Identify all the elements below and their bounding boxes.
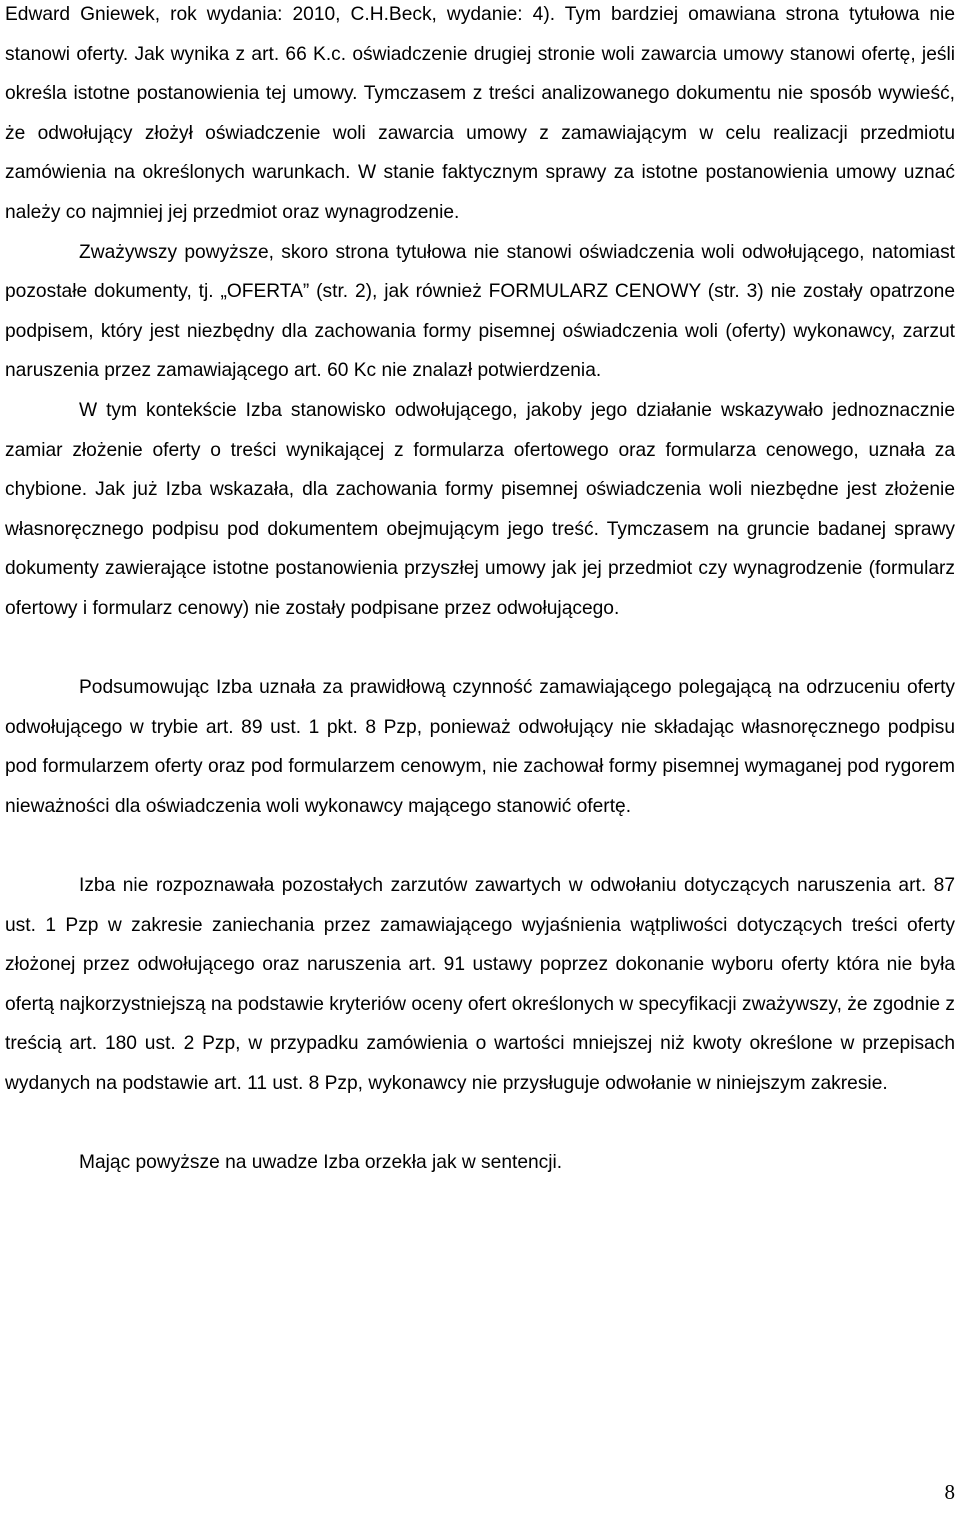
- paragraph-4: Podsumowując Izba uznała za prawidłową czynność zamawiającego polegającą na odrzuceniu oferty odwołującego w trybie art. 89 ust. 1 pkt. 8 Pzp, ponieważ odwołujący nie składając własnoręcznego podpisu pod formularzem oferty oraz pod formularzem cenowym, nie zachował formy pisemnej wymaganej pod rygorem nieważności dla oświadczenia woli wykonawcy mającego stanowić ofertę.: [5, 677, 955, 817]
- paragraph-2: Zważywszy powyższe, skoro strona tytułowa nie stanowi oświadczenia woli odwołującego, natomiast pozostałe dokumenty, tj. „OFERTA” (str. 2), jak również FORMULARZ CENOWY (str. 3) nie zostały opatrzone podpisem, który jest niezbędny dla zachowania formy pisemnej oświadczenia woli (oferty) wykonawcy, zarzut naruszenia przez zamawiającego art. 60 Kc nie znalazł potwierdzenia.: [5, 241, 955, 382]
- document-page: [5, 0, 955, 1183]
- paragraph-1: Edward Gniewek, rok wydania: 2010, C.H.Beck, wydanie: 4). Tym bardziej omawiana strona tytułowa nie stanowi oferty. Jak wynika z art. 66 K.c. oświadczenie drugiej stronie woli zawarcia umowy stanowi ofertę, jeśli określa istotne postanowienia tej umowy. Tymczasem z treści analizowanego dokumentu nie sposób wywieść, że odwołujący złożył oświadczenie woli zawarcia umowy z zamawiającym w celu realizacji przedmiotu zamówienia na określonych warunkach. W stanie faktycznym sprawy za istotne postanowienia umowy uznać należy co najmniej jej przedmiot oraz wynagrodzenie.: [5, 4, 955, 223]
- paragraph-6: Mając powyższe na uwadze Izba orzekła jak w sentencji.: [79, 1152, 563, 1174]
- paragraph-5: Izba nie rozpoznawała pozostałych zarzutów zawartych w odwołaniu dotyczących naruszenia art. 87 ust. 1 Pzp w zakresie zaniechania przez zamawiającego wyjaśnienia wątpliwości dotyczących treści oferty złożonej przez odwołującego oraz naruszenia art. 91 ustawy poprzez dokonanie wyboru oferty która nie była ofertą najkorzystniejszą na podstawie kryteriów oceny ofert określonych w specyfikacji zważywszy, że zgodnie z treścią art. 180 ust. 2 Pzp, w przypadku zamówienia o wartości mniejszej niż kwoty określone w przepisach wydanych na podstawie art. 11 ust. 8 Pzp, wykonawcy nie przysługuje odwołanie w niniejszym zakresie.: [5, 875, 955, 1095]
- page-number: 8: [944, 1480, 955, 1504]
- paragraph-3: W tym kontekście Izba stanowisko odwołującego, jakoby jego działanie wskazywało jednoznacznie zamiar złożenie oferty o treści wynikającej z formularza ofertowego oraz formularza cenowego, uznała za chybione. Jak już Izba wskazała, dla zachowania formy pisemnej oświadczenia woli niezbędne jest złożenie własnoręcznego podpisu pod dokumentem obejmującym jego treść. Tymczasem na gruncie badanej sprawy dokumenty zawierające istotne postanowienia przyszłej umowy jak jej przedmiot czy wynagrodzenie (formularz ofertowy i formularz cenowy) nie zostały podpisane przez odwołującego.: [5, 399, 955, 619]
